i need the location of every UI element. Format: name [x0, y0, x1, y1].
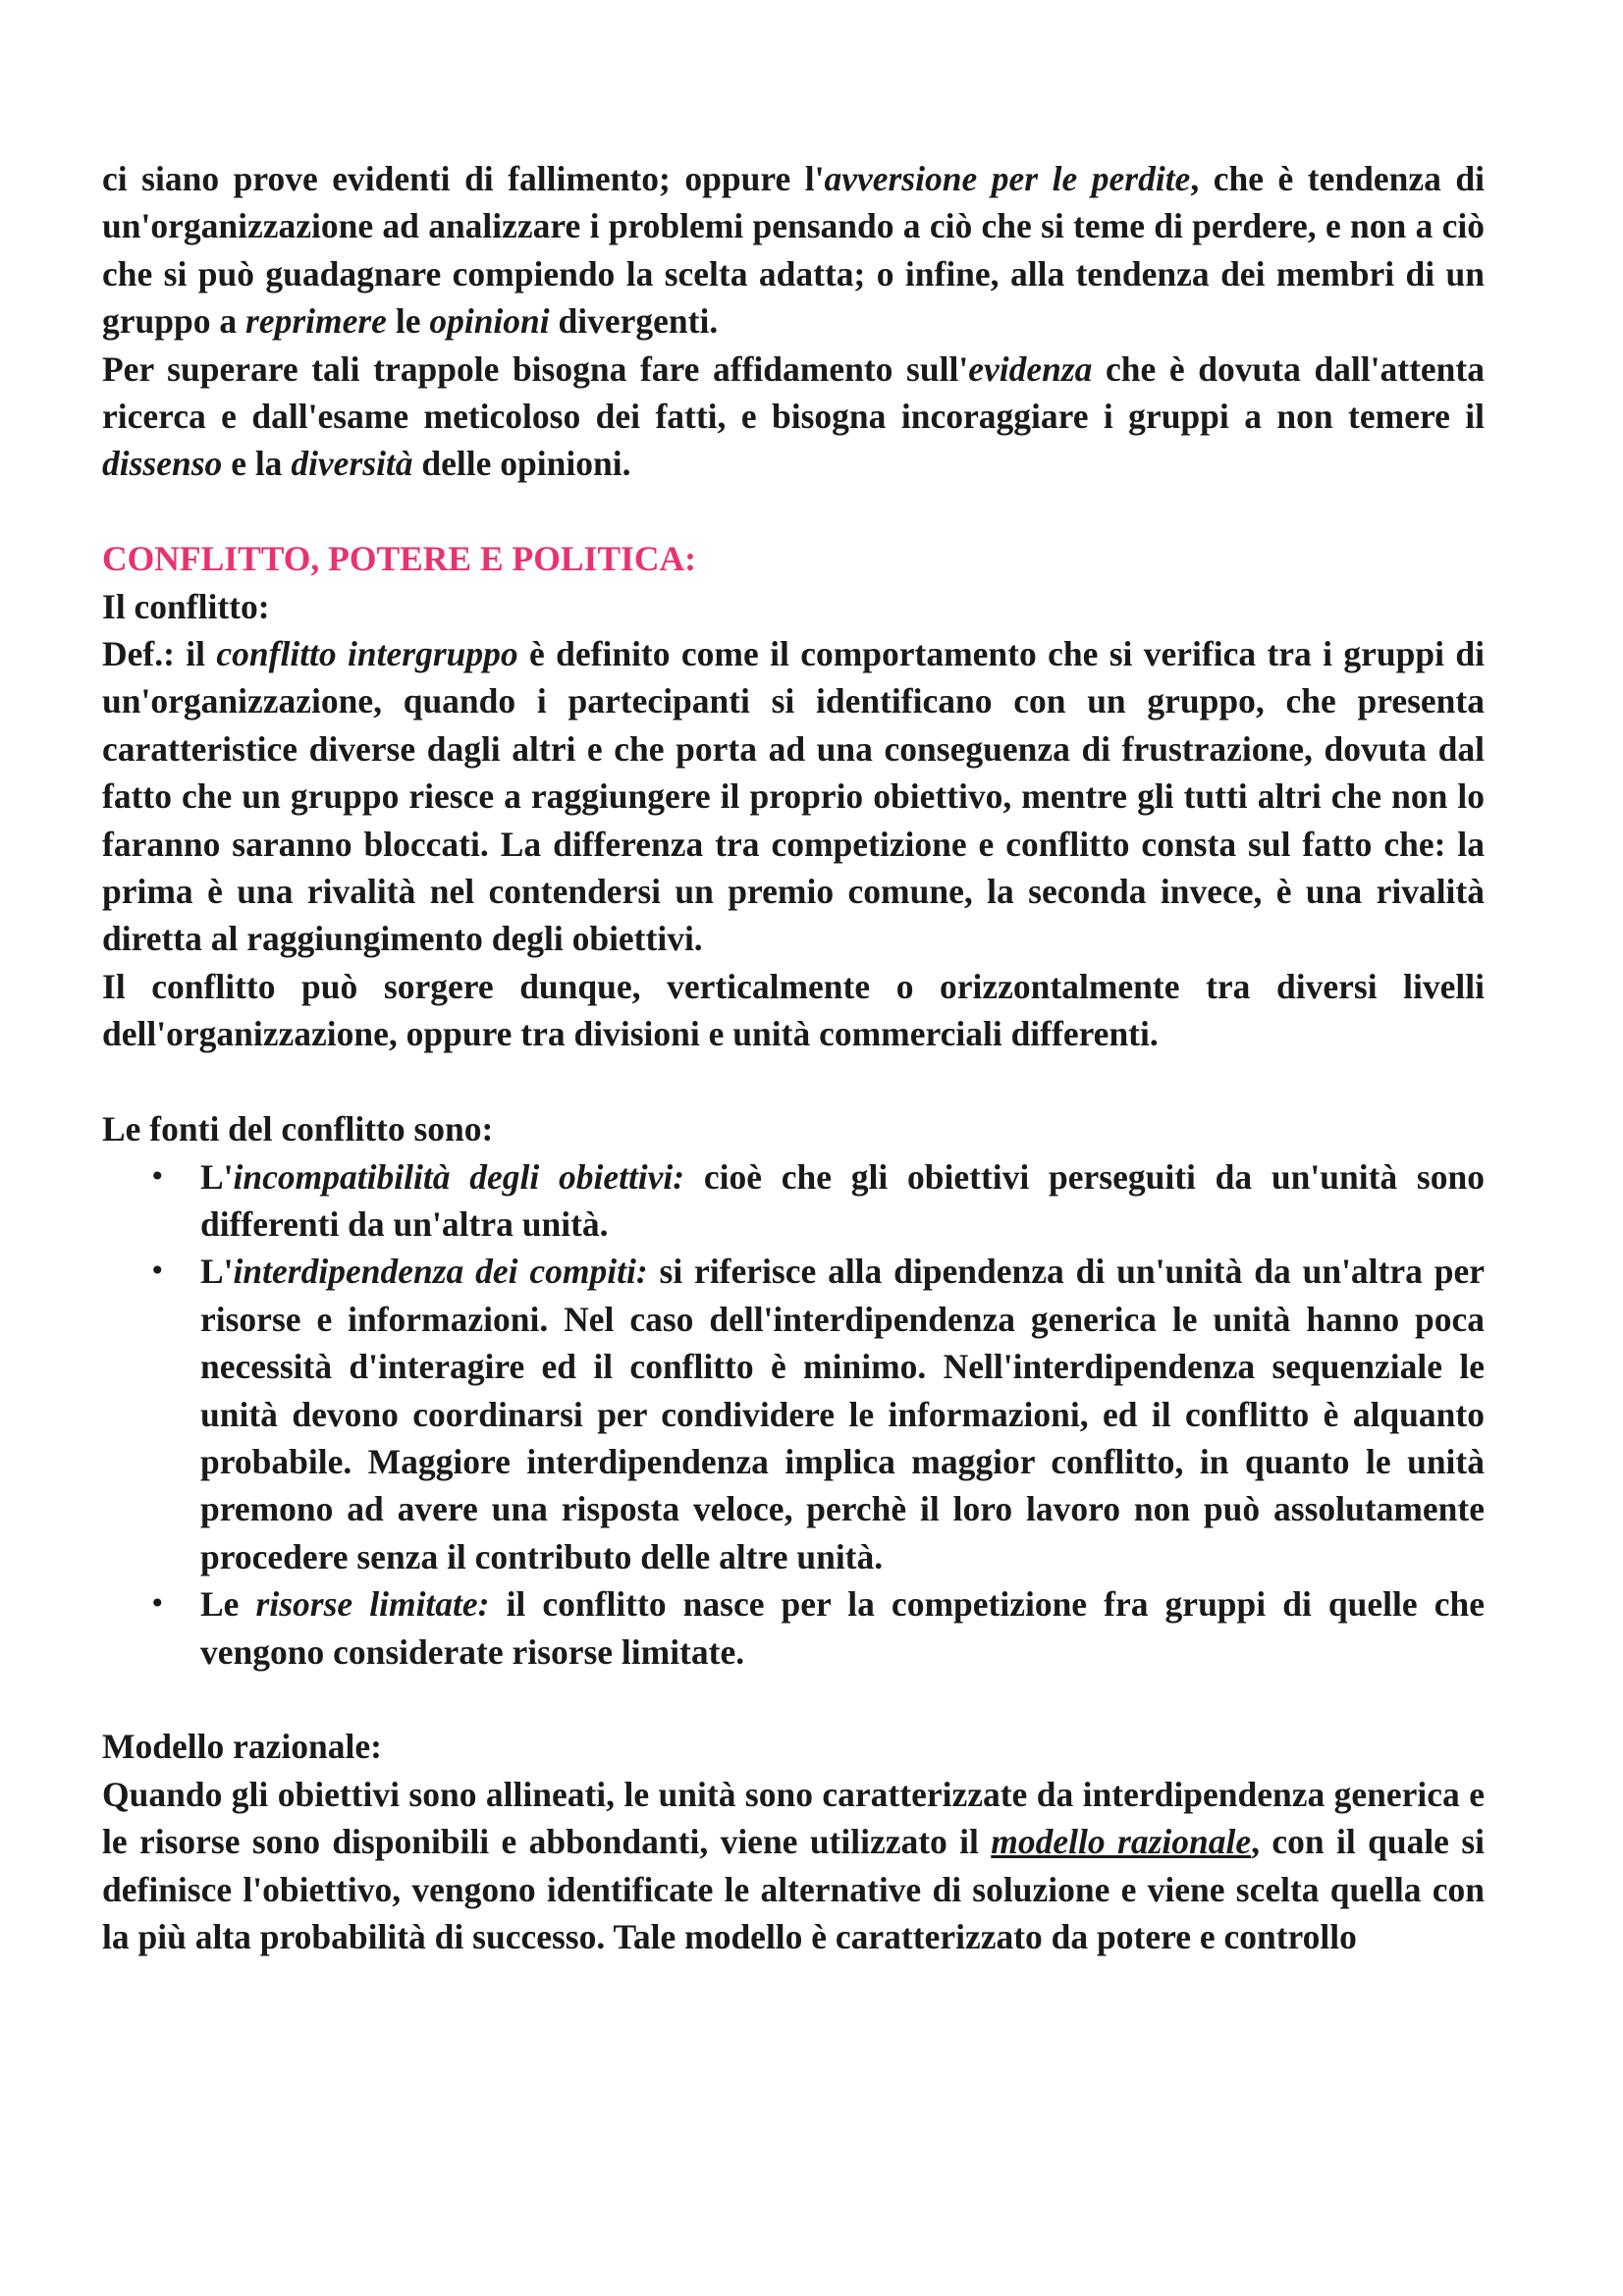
bullet-icon: •: [149, 1255, 166, 1288]
text-run: e la: [222, 444, 292, 484]
emphasis-diversity: diversità: [291, 444, 413, 484]
sources-title: Le fonti del conflitto sono:: [102, 1109, 494, 1149]
emphasis-opinions: opinioni: [429, 301, 550, 342]
text-run: Per superare tali trappole bisogna fare affidamento sull': [102, 348, 969, 389]
emphasis-intergroup-conflict: conflitto intergruppo: [216, 634, 518, 674]
text-run: , con il quale si definisce l'obiettivo, vengono identificate le alternative di soluzione e viene scelta quella con la più alta probabilità di successo. Tale modello è caratterizzato da potere e controllo: [102, 1822, 1485, 1956]
emphasis-rational-model: modello razionale: [991, 1822, 1252, 1862]
text-run: , che è tendenza di un'organizzazione ad analizzare i problemi pensando a ciò che si teme di perdere, e non a ciò che si può guadagnare compiendo la scelta adatta; o infine, alla tendenza dei membri di un gruppo a: [102, 159, 1485, 342]
text-run: il conflitto nasce per la competizione fra gruppi di quelle che vengono considerate risorse limitate.: [200, 1584, 1485, 1672]
section-heading: CONFLITTO, POTERE E POLITICA:: [102, 539, 696, 579]
text-run: delle opinioni.: [412, 444, 631, 484]
emphasis-repress: reprimere: [245, 301, 387, 342]
text-run: ci siano prove evidenti di fallimento; oppure l': [102, 159, 825, 198]
emphasis-evidence: evidenza: [968, 348, 1093, 389]
text-run: Le: [200, 1584, 256, 1625]
text-run: divergenti.: [549, 301, 719, 342]
document-page: [102, 155, 1485, 1960]
emphasis-term: risorse limitate:: [255, 1584, 490, 1625]
text-run: le: [386, 301, 430, 342]
subheading-conflict: Il conflitto:: [102, 586, 270, 626]
text-run: L': [200, 1156, 234, 1197]
bullet-icon: •: [149, 1159, 166, 1193]
paragraph-rational-model: [102, 1771, 1485, 1961]
text-run: si riferisce alla dipendenza di un'unità da un'altra per risorse e informazioni. Nel caso dell'interdipendenza generica le unità hanno poca necessità d'interagire ed il conflitto è minimo. Nell'interdipendenza sequenziale le unità devono coordinarsi per condividere le informazioni, ed il conflitto è alquanto probabile. Maggiore interdipendenza implica maggior conflitto, in quanto le unità premono ad avere una risposta veloce, perchè il loro lavoro non può assolutamente procedere senza il contributo delle altre unità.: [200, 1252, 1485, 1576]
text-run: L': [200, 1252, 234, 1292]
text-run: è definito come il comportamento che si verifica tra i gruppi di un'organizzazione, quando i partecipanti si identificano con un gruppo, che presenta caratteristice diverse dagli altri e che porta ad una conseguenza di frustrazione, dovuta dal fatto che un gruppo riesce a raggiungere il proprio obiettivo, mentre gli tutti altri che non lo faranno saranno bloccati. La differenza tra competizione e conflitto consta sul fatto che: la prima è una rivalità nel contendersi un premio comune, la seconda invece, è una rivalità diretta al raggiungimento degli obiettivi.: [102, 634, 1486, 959]
bullet-icon: •: [149, 1587, 166, 1621]
model-title: Modello razionale:: [102, 1727, 382, 1767]
paragraph-gap: [102, 1676, 1485, 1723]
paragraph-gap: [102, 488, 1485, 535]
text-run: cioè che gli obiettivi perseguiti da un'unità sono differenti da un'altra unità.: [200, 1156, 1485, 1244]
paragraph-overcome-traps: [102, 346, 1485, 488]
list-item: [102, 1153, 1485, 1249]
text-run: che è dovuta dall'attenta ricerca e dall'esame meticoloso dei fatti, e bisogna incoraggiare i gruppi a non temere il: [102, 348, 1485, 437]
list-item: [102, 1248, 1485, 1580]
emphasis-dissent: dissenso: [102, 444, 223, 484]
list-item: [102, 1580, 1485, 1676]
emphasis-term: incompatibilità degli obiettivi:: [233, 1156, 685, 1197]
emphasis-loss-aversion: avversione per le perdite: [824, 159, 1191, 198]
paragraph-definition: [102, 630, 1485, 963]
emphasis-term: interdipendenza dei compiti:: [233, 1252, 648, 1292]
paragraph-conflict-levels: Il conflitto può sorgere dunque, verticalmente o orizzontalmente tra diversi livelli dell'organizzazione, oppure tra divisioni e unità commerciali differenti.: [102, 966, 1485, 1054]
text-run: Def.: il: [102, 634, 217, 674]
sources-list: [102, 1153, 1485, 1676]
paragraph-gap: [102, 1058, 1485, 1105]
paragraph-loss-aversion: [102, 155, 1485, 346]
text-run: Quando gli obiettivi sono allineati, le unità sono caratterizzate da interdipendenza generica e le risorse sono disponibili e abbondanti, viene utilizzato il: [102, 1774, 1485, 1862]
